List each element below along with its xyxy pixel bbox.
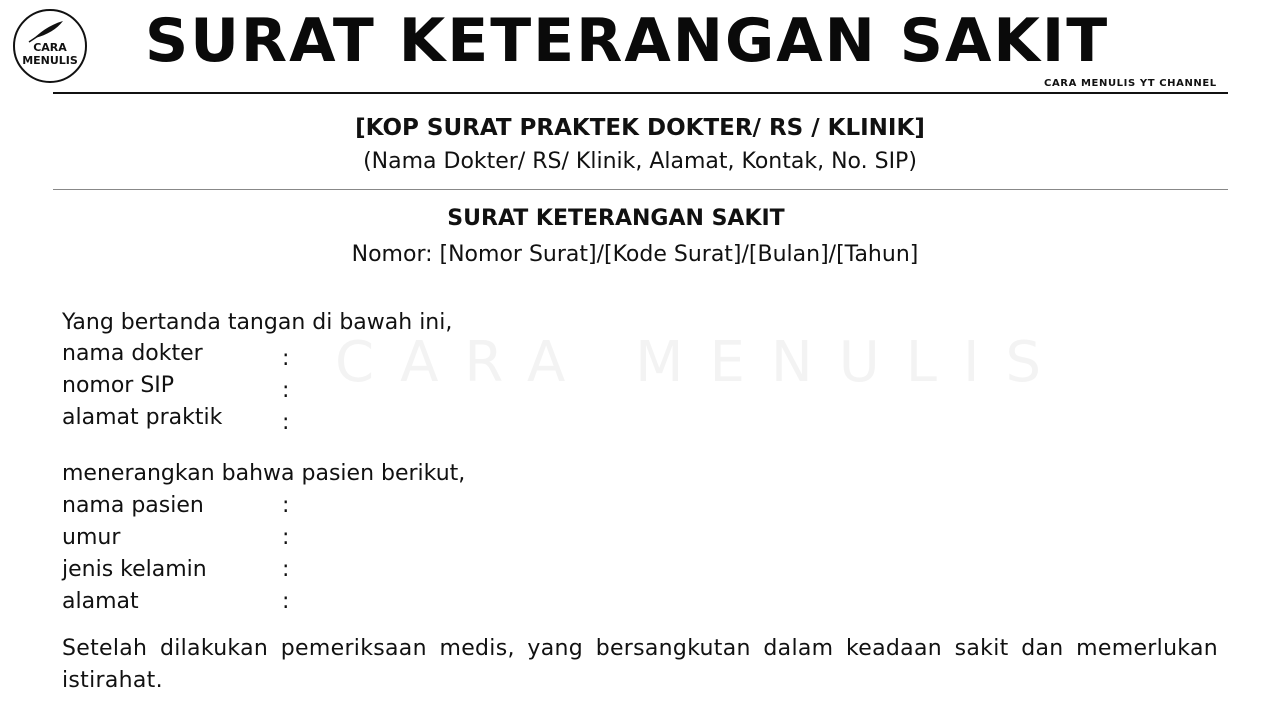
channel-label: CARA MENULIS YT CHANNEL [1044,78,1217,89]
watermark: CARA MENULIS [335,330,1067,395]
logo-text [15,41,85,67]
letterhead-title: [KOP SURAT PRAKTEK DOKTER/ RS / KLINIK] [355,115,925,141]
field-label-doctor-name: nama dokter [62,341,203,366]
field-colon: : [282,557,290,582]
field-colon: : [282,346,290,371]
field-colon: : [282,493,290,518]
letterhead-divider [53,189,1228,190]
document-number: Nomor: [Nomor Surat]/[Kode Surat]/[Bulan]/[Tahun] [351,242,919,267]
logo-text-line2: MENULIS [22,54,78,67]
letterhead-subtitle: (Nama Dokter/ RS/ Klinik, Alamat, Kontak, No. SIP) [363,149,917,174]
field-colon: : [282,410,290,435]
field-colon: : [282,378,290,403]
field-label-practice-address: alamat praktik [62,405,223,430]
field-label-address: alamat [62,589,139,614]
document-title: SURAT KETERANGAN SAKIT [447,206,785,231]
header-divider [53,92,1228,94]
field-colon: : [282,525,290,550]
page-title: SURAT KETERANGAN SAKIT [145,6,1110,76]
field-label-patient-name: nama pasien [62,493,204,518]
field-label-sip-number: nomor SIP [62,373,175,398]
patient-intro: menerangkan bahwa pasien berikut, [62,461,466,486]
statement-paragraph: Setelah dilakukan pemeriksaan medis, yang bersangkutan dalam keadaan sakit dan memerlukan istirahat. [62,636,1218,693]
field-label-gender: jenis kelamin [62,557,207,582]
doctor-intro: Yang bertanda tangan di bawah ini, [62,310,453,335]
feather-pen-icon [27,19,67,43]
logo-text-line1: CARA [33,41,67,54]
field-colon: : [282,589,290,614]
field-label-age: umur [62,525,121,550]
channel-logo [13,9,87,83]
